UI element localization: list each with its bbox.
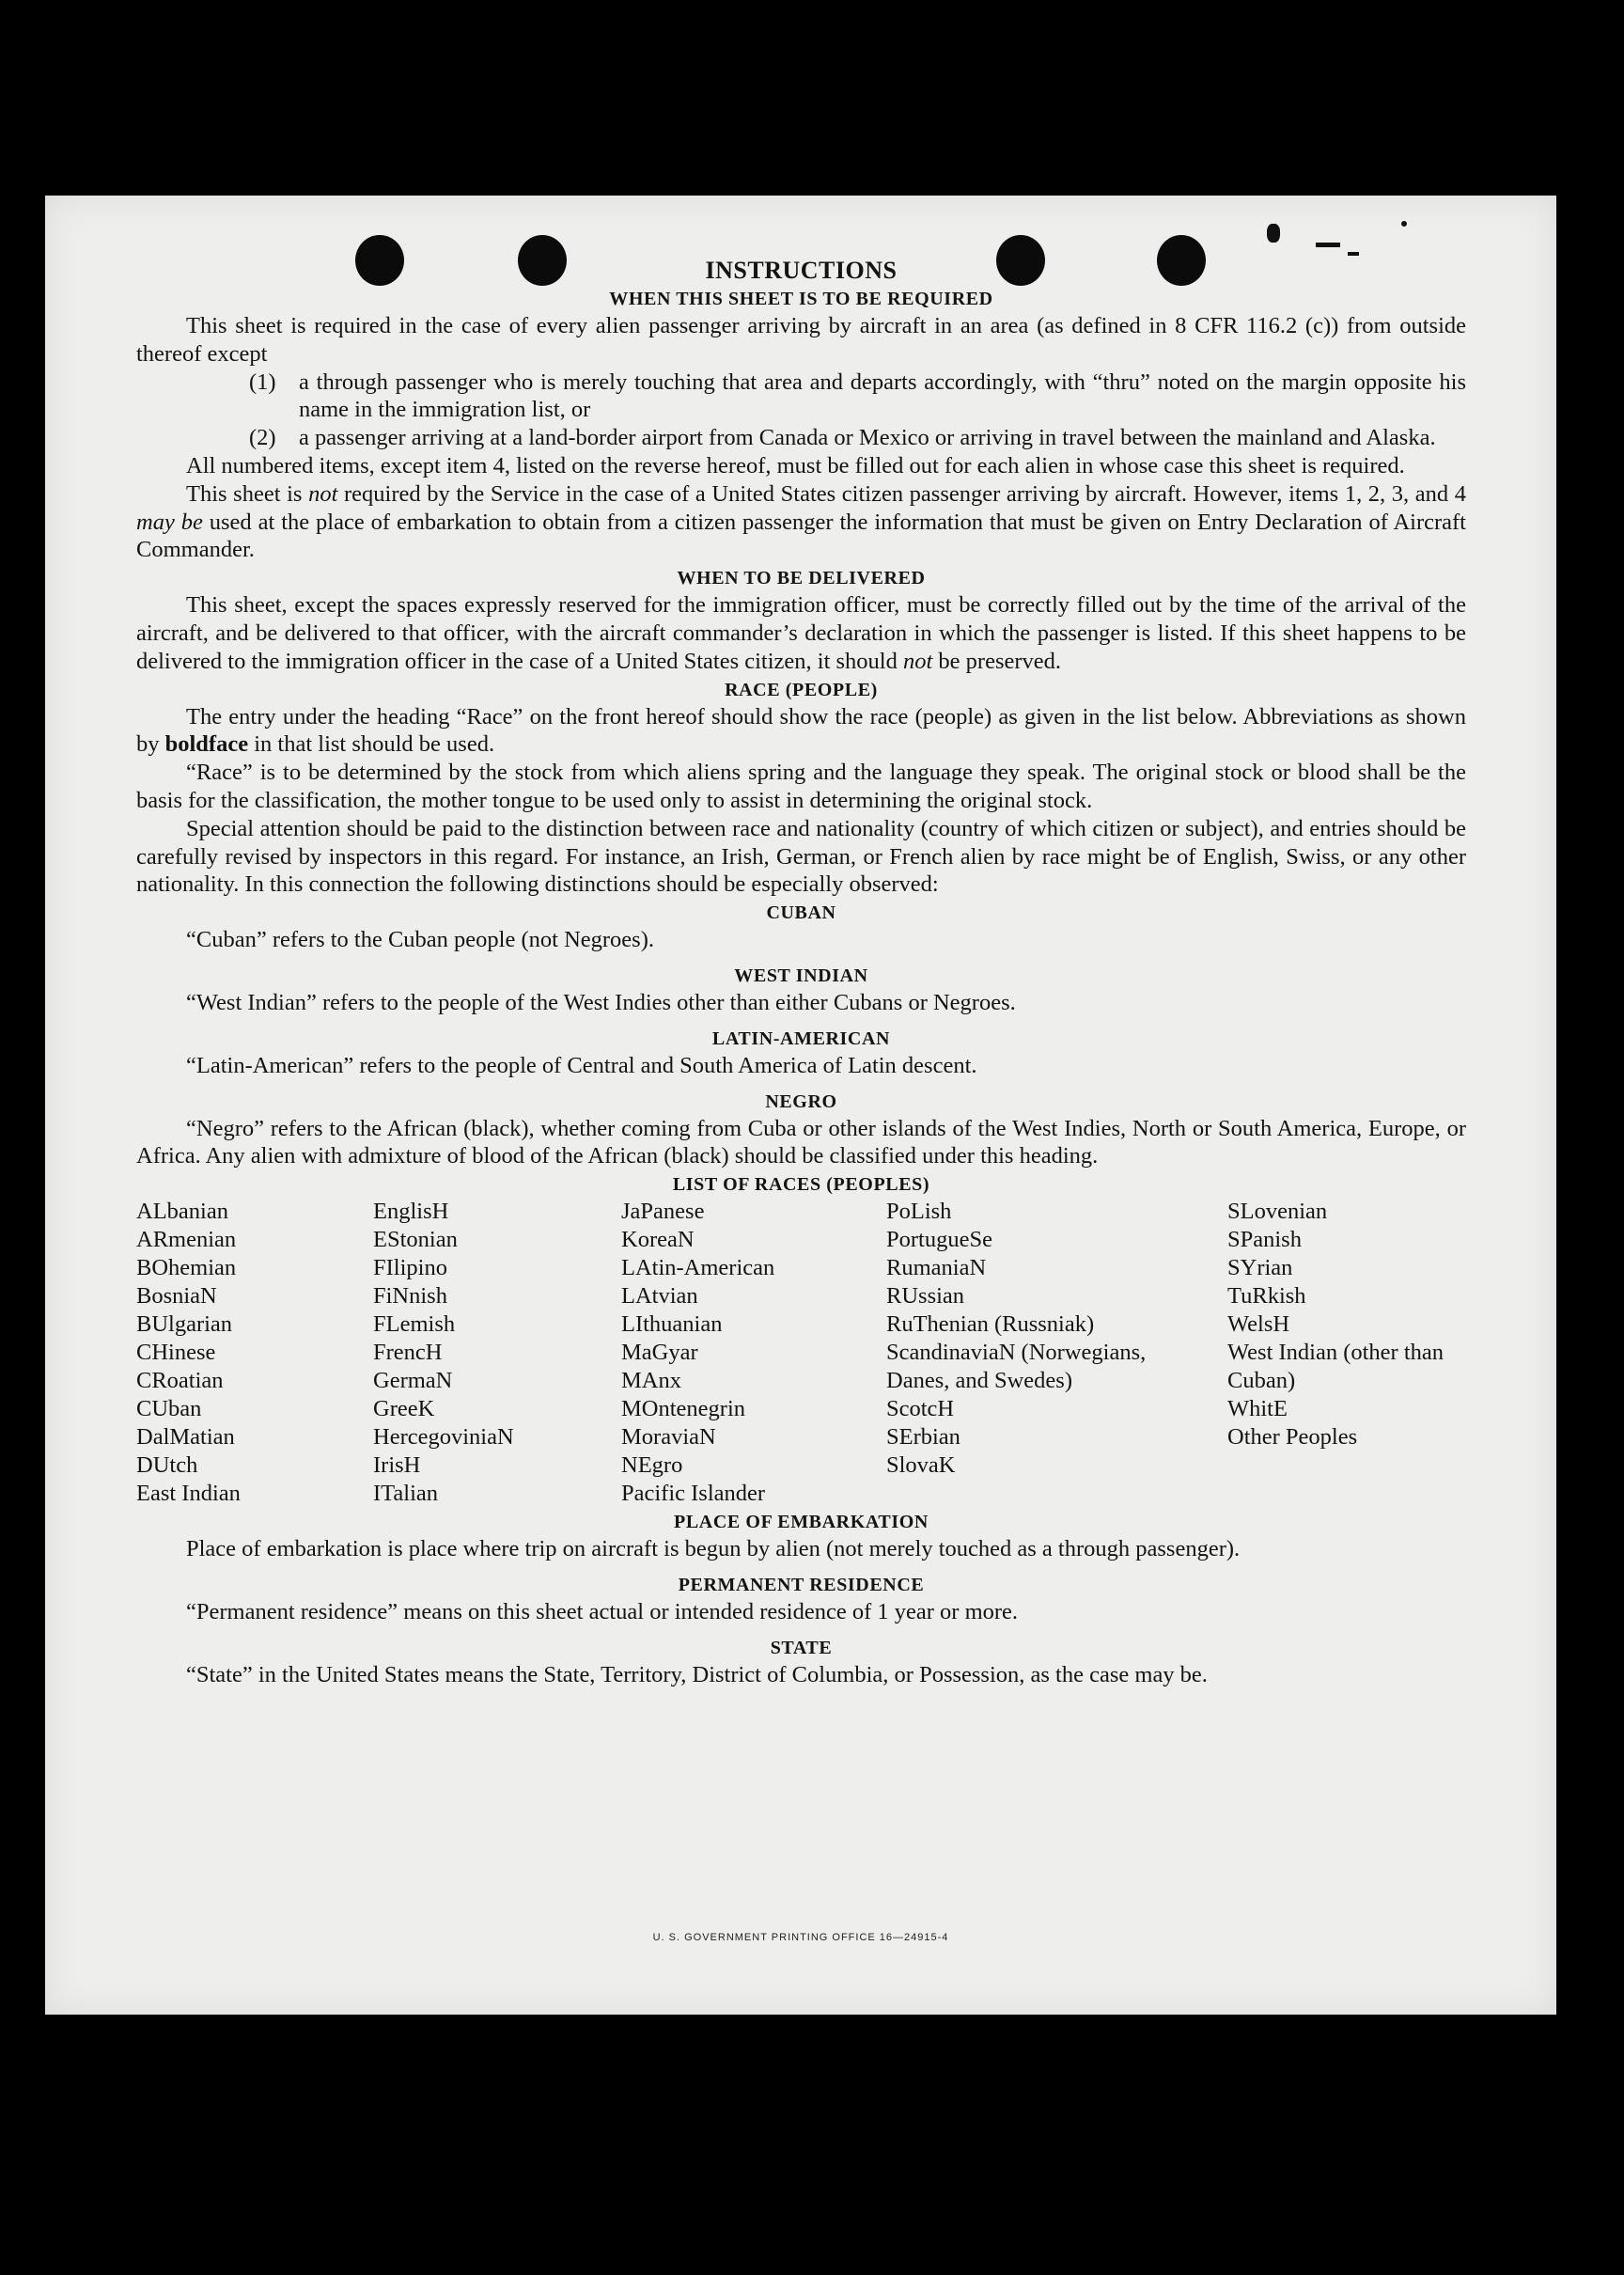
paragraph: “Negro” refers to the African (black), whether coming from Cuba or other islands of the West Indies, North or South America, Europe, or Africa. Any alien with admixture of blood of the African (black) should be classified under this heading. (136, 1115, 1466, 1169)
race-entry: FrencH (373, 1340, 443, 1366)
race-entry: PoLish (886, 1199, 952, 1225)
paragraph: Special attention should be paid to the distinction between race and nationality (country of which citizen or subject), and entries should be carefully revised by inspectors in this regard. For instance, an Irish, German, or French alien by race might be of English, Swiss, or any other nationality. In this connection the following distinctions should be especially observed: (136, 815, 1466, 898)
section-heading: LIST OF RACES (PEOPLES) (672, 1174, 930, 1196)
race-entry: FLemish (373, 1311, 456, 1338)
race-entry: SYrian (1227, 1255, 1293, 1281)
race-entry: SErbian (886, 1423, 960, 1450)
race-entry: DUtch (136, 1452, 198, 1479)
race-entry: GermaN (373, 1368, 453, 1394)
race-column (886, 1198, 1227, 1508)
race-entry: FIlipino (373, 1255, 447, 1281)
section-heading: RACE (PEOPLE) (725, 679, 878, 700)
race-entry: GreeK (373, 1396, 435, 1422)
race-entry: WelsH (1227, 1311, 1290, 1338)
race-entry: EnglisH (373, 1199, 449, 1225)
race-entry: SLovenian (1227, 1199, 1328, 1225)
paragraph: “Race” is to be determined by the stock from which aliens spring and the language they speak. The original stock or blood shall be the basis for the classification, the mother tongue to be used only to assist in determining the original stock. (136, 760, 1466, 813)
race-entry: BUlgarian (136, 1311, 233, 1338)
race-column (373, 1198, 621, 1508)
race-entry: ALbanian (136, 1199, 228, 1225)
ink-speck (1316, 243, 1340, 247)
race-entry: BOhemian (136, 1255, 237, 1281)
list-item (136, 369, 1466, 425)
item-number: (2) (249, 425, 276, 451)
section-heading: LATIN-AMERICAN (711, 1028, 891, 1049)
race-entry: EStonian (373, 1227, 458, 1253)
paragraph: “West Indian” refers to the people of the West Indies other than either Cubans or Negroes. (186, 989, 1016, 1015)
paragraph: This sheet is required in the case of every alien passenger arriving by aircraft in an area (as defined in 8 CFR 116.2 (c)) from outside thereof except (136, 313, 1466, 367)
race-entry: CHinese (136, 1340, 216, 1366)
race-entry: RUssian (886, 1283, 965, 1310)
item-text: a through passenger who is merely touching that area and departs accordingly, with “thru” noted on the margin opposite his name in the immigration list, or (299, 369, 1466, 423)
race-entry: KoreaN (621, 1227, 695, 1253)
race-entry: SlovaK (886, 1451, 956, 1478)
paragraph: “Cuban” refers to the Cuban people (not Negroes). (186, 927, 654, 953)
paragraph: All numbered items, except item 4, listed on the reverse hereof, must be filled out for each alien in whose case this sheet is required. (186, 452, 1405, 479)
race-entry: MOntenegrin (621, 1396, 745, 1422)
race-entry: SPanish (1227, 1227, 1302, 1253)
race-entry: HercegovinіaN (373, 1424, 514, 1451)
race-entry: MAnx (621, 1368, 681, 1394)
race-entry: DalMatian (136, 1424, 235, 1451)
section-heading: PERMANENT RESIDENCE (678, 1574, 925, 1595)
race-entry: ScotcH (886, 1395, 955, 1421)
race-entry: ITalian (373, 1481, 439, 1507)
race-entry: TuRkish (1227, 1283, 1306, 1310)
paragraph: Place of embarkation is place where trip on aircraft is begun by alien (not merely touched as a through passenger). (186, 1536, 1241, 1562)
race-entry: WhitE (1227, 1395, 1288, 1421)
race-entry: LIthuanian (621, 1311, 723, 1338)
section-heading: WEST INDIAN (734, 965, 868, 986)
race-entry: MaGyar (621, 1340, 698, 1366)
race-entry: ARmenian (136, 1227, 237, 1253)
document-page (45, 196, 1556, 2015)
item-text: a passenger arriving at a land-border airport from Canada or Mexico or arriving in travel between the mainland and Alaska. (299, 425, 1436, 451)
paragraph: “Latin-American” refers to the people of Central and South America of Latin descent. (186, 1052, 977, 1078)
section-heading: STATE (770, 1637, 833, 1658)
race-entry: CUban (136, 1396, 202, 1422)
race-entry: ScandinaviaN (Norwegians, Danes, and Swedes) (886, 1340, 1147, 1393)
paragraph: “State” in the United States means the State, Territory, District of Columbia, or Possession, as the case may be. (186, 1661, 1208, 1687)
section-heading: CUBAN (766, 902, 836, 924)
page-title: INSTRUCTIONS (705, 257, 898, 284)
race-entry: RumaniaN (886, 1255, 987, 1281)
ink-speck (1348, 252, 1359, 256)
race-column (136, 1198, 373, 1508)
ink-speck (1267, 224, 1280, 243)
race-entry: LAtvian (621, 1283, 698, 1310)
instructions-body (136, 257, 1466, 1689)
paragraph: This sheet, except the spaces expressly reserved for the immigration officer, must be correctly filled out by the time of the arrival of the aircraft, and be delivered to that officer, with the aircraft commander’s declaration in which the passenger is listed. If this sheet happens to be delivered to the immigration officer in the case of a United States citizen, it should not be preserved. (136, 592, 1466, 674)
race-entry: MoraviaN (621, 1424, 716, 1451)
race-entry: RuThenian (Russniak) (886, 1311, 1095, 1338)
section-heading: WHEN THIS SHEET IS TO BE REQUIRED (609, 289, 993, 309)
race-list (136, 1198, 1466, 1508)
race-entry: BosniaN (136, 1283, 217, 1310)
race-entry: Other Peoples (1227, 1423, 1358, 1450)
race-entry: PortugueSe (886, 1227, 992, 1253)
race-column (1227, 1198, 1466, 1508)
race-entry: West Indian (other than Cuban) (1227, 1340, 1444, 1393)
race-entry: Pacific Islander (621, 1481, 766, 1507)
race-entry: FiNnish (373, 1283, 447, 1310)
printer-imprint: U. S. GOVERNMENT PRINTING OFFICE 16—24915-4 (652, 1932, 949, 1943)
paragraph: “Permanent residence” means on this sheet actual or intended residence of 1 year or more. (186, 1598, 1019, 1624)
race-column (621, 1198, 886, 1508)
ink-speck (1401, 221, 1407, 227)
section-heading: NEGRO (765, 1090, 837, 1112)
section-heading: PLACE OF EMBARKATION (674, 1512, 929, 1533)
race-entry: CRoatian (136, 1368, 224, 1394)
paragraph: This sheet is not required by the Service in the case of a United States citizen passenger arriving by aircraft. However, items 1, 2, 3, and 4 may be used at the place of embarkation to obtain from a citizen passenger the information that must be given on Entry Declaration of Aircraft Commander. (136, 480, 1466, 563)
race-entry: NEgro (621, 1452, 683, 1479)
item-number: (1) (249, 369, 276, 395)
race-entry: JaPanese (621, 1199, 705, 1225)
race-entry: LAtin-American (621, 1255, 775, 1281)
paragraph: The entry under the heading “Race” on the front hereof should show the race (people) as given in the list below. Abbreviations as shown by boldface in that list should be used. (136, 703, 1466, 758)
section-heading: WHEN TO BE DELIVERED (677, 568, 926, 589)
race-entry: East Indian (136, 1481, 241, 1507)
list-item (136, 424, 1466, 452)
race-entry: IrisH (373, 1452, 421, 1479)
